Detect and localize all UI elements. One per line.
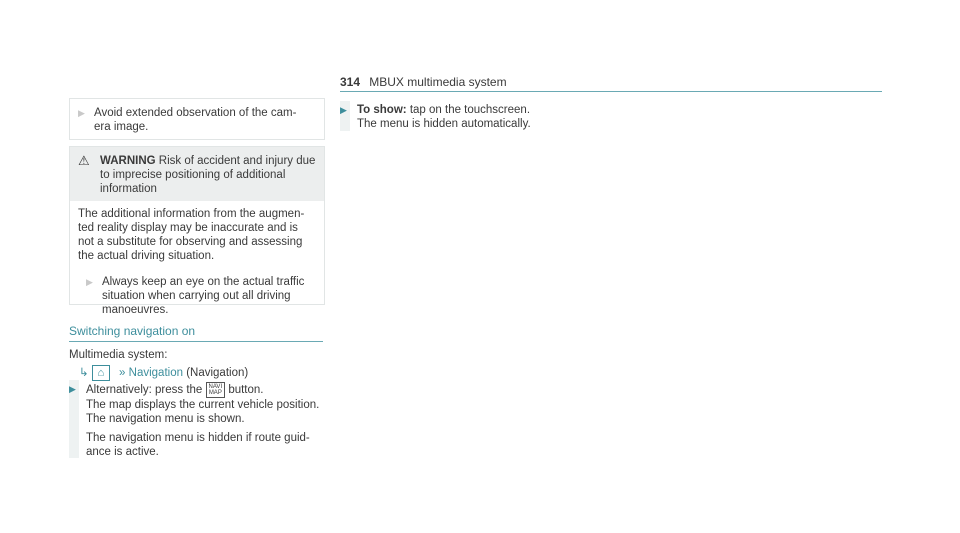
alt-step-text-after: button. <box>228 384 264 397</box>
page-number: 314 <box>340 75 361 89</box>
top-note-step <box>70 99 324 134</box>
alt-step-result2: The navigation menu is shown. <box>86 413 245 425</box>
right-step-result: The menu is hidden automatically. <box>357 118 531 130</box>
alt-step <box>69 382 331 459</box>
warning-body-line1: The additional information from the augmen- <box>78 208 305 220</box>
warning-step-line2: situation when carrying out all driving <box>102 290 291 302</box>
home-icon: ⌂ <box>92 365 110 381</box>
right-step-label: To show: <box>357 104 407 116</box>
warning-box <box>69 146 325 316</box>
warning-body <box>70 201 324 317</box>
warning-step-line1: Always keep an eye on the actual traffic <box>102 276 305 288</box>
warning-header <box>70 147 324 201</box>
warning-heading-line3: information <box>100 183 157 195</box>
warning-body-line3: not a substitute for observing and assessing <box>78 236 303 248</box>
path-item-suffix: (Navigation) <box>186 367 249 380</box>
warning-body-line2: ted reality display may be inaccurate and is <box>78 222 298 234</box>
alt-step-note-line2: ance is active. <box>86 446 159 458</box>
alt-step-result1: The map displays the current vehicle position. <box>86 399 320 411</box>
system-path <box>69 348 329 381</box>
page-header <box>340 75 882 92</box>
page-title: MBUX multimedia system <box>369 75 507 89</box>
warning-heading-line1: Risk of accident and injury due <box>158 155 316 167</box>
system-label: Multimedia system: <box>69 349 168 361</box>
warning-step <box>78 275 316 317</box>
warning-heading-line2: to imprecise positioning of additional <box>100 169 286 181</box>
alt-step-note-line1: The navigation menu is hidden if route guid- <box>86 432 310 444</box>
warning-label: WARNING <box>100 155 156 167</box>
alt-step-text-before: Alternatively: press the <box>86 384 203 397</box>
path-arrow-icon: ↳ <box>79 367 89 380</box>
right-step-text: tap on the touchscreen. <box>409 104 531 116</box>
warning-step-line3: manoeuvres. <box>102 304 169 316</box>
path-item-navigation: Navigation <box>128 367 183 380</box>
right-step <box>340 103 600 131</box>
step-arrow-icon: ▶ <box>340 105 347 115</box>
step-arrow-icon: ▶ <box>78 108 85 118</box>
top-note-line2: era image. <box>94 121 149 133</box>
section-title: Switching navigation on <box>69 324 323 342</box>
top-note-box <box>69 98 325 140</box>
step-arrow-icon: ▶ <box>69 384 76 394</box>
step-arrow-icon: ▶ <box>86 277 93 287</box>
warning-triangle-icon: ⚠ <box>78 153 90 168</box>
navi-map-button-icon: NAVI MAP <box>206 382 226 398</box>
path-chevron-icon: » <box>119 367 126 380</box>
warning-body-line4: the actual driving situation. <box>78 250 215 262</box>
top-note-line1: Avoid extended observation of the cam- <box>94 107 297 119</box>
